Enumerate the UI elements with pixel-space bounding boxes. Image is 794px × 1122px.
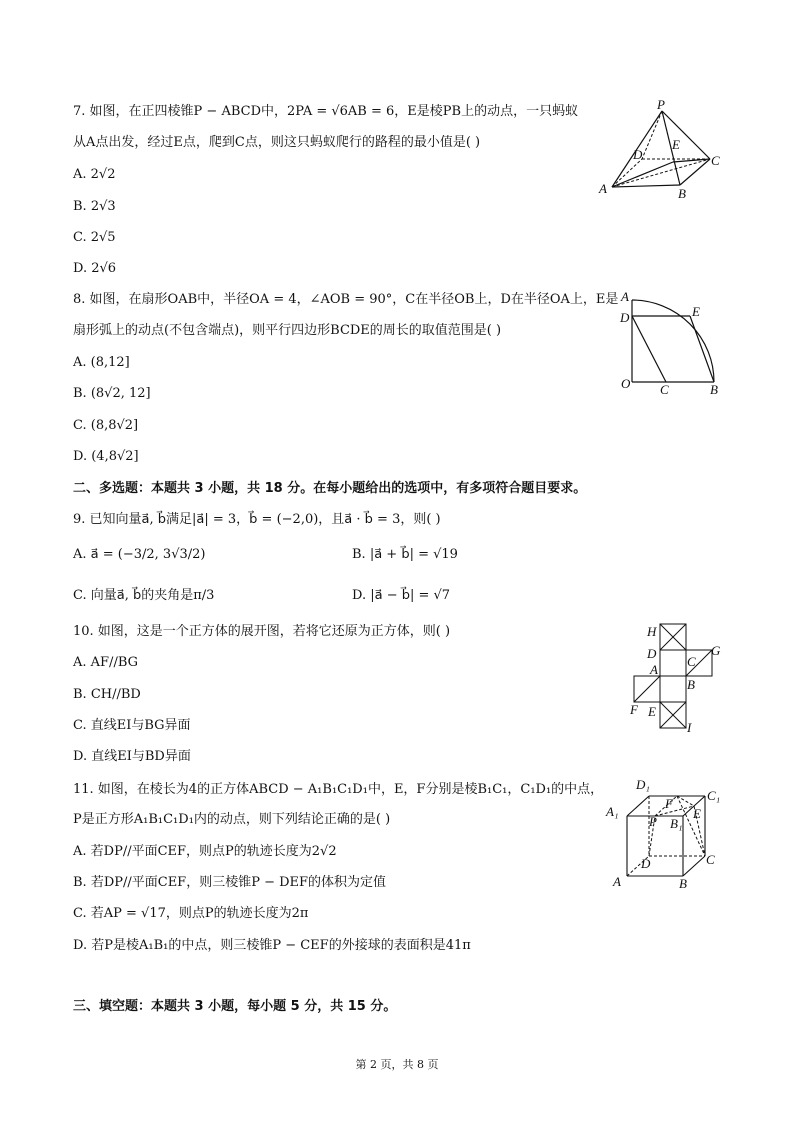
fig10-label-f: F (630, 702, 638, 717)
fig10-label-i: I (687, 720, 692, 735)
fig11-label-a: A (613, 874, 621, 889)
q8-stem-line2: 扇形弧上的动点(不包含端点)，则平行四边形BCDE的周长的取值范围是( ) (73, 323, 502, 338)
fig11-label-e: E (693, 806, 701, 821)
q9-option-d: D. |a⃗ − b⃗| = √7 (352, 588, 451, 603)
q10-cube-net-figure (620, 616, 730, 745)
q11-option-d: D. 若P是棱A₁B₁的中点，则三棱锥P − CEF的外接球的表面积是41π (73, 938, 471, 953)
fig10-label-e: E (648, 704, 656, 719)
q9-option-c: C. 向量a⃗, b⃗的夹角是π/3 (73, 588, 215, 603)
q7-option-b: B. 2√3 (73, 199, 116, 214)
fig7-label-c: C (711, 153, 720, 168)
fig10-label-d: D (647, 646, 657, 661)
q11-stem-line2: P是正方形A₁B₁C₁D₁内的动点，则下列结论正确的是( ) (73, 812, 391, 827)
fig10-label-a: A (650, 662, 658, 677)
fig11-label-d1: D₁ (636, 777, 650, 792)
q7-stem-line1: 7. 如图，在正四棱锥P − ABCD中，2PA = √6AB = 6，E是棱PB上的动点，一只蚂蚁 (73, 104, 579, 119)
fig8-label-a: A (621, 289, 629, 304)
fig10-label-b: B (687, 677, 695, 692)
fig11-label-c1: C₁ (707, 788, 721, 803)
q10-option-a: A. AF//BG (73, 655, 138, 670)
fig7-label-a: A (599, 181, 607, 196)
q11-stem-line1: 11. 如图，在棱长为4的正方体ABCD − A₁B₁C₁D₁中，E，F分别是棱B₁C₁，C₁D₁的中点， (73, 782, 604, 797)
fig8-label-c: C (660, 382, 669, 397)
q7-option-d: D. 2√6 (73, 261, 117, 276)
fig10-label-h: H (647, 624, 657, 639)
section-3-heading: 三、填空题：本题共 3 小题，每小题 5 分，共 15 分。 (73, 999, 397, 1014)
fig11-label-f: F (665, 796, 673, 811)
q8-option-b: B. (8√2, 12] (73, 386, 151, 401)
q7-stem-line2: 从A点出发，经过E点，爬到C点，则这只蚂蚁爬行的路程的最小值是( ) (73, 135, 481, 150)
q7-option-a: A. 2√2 (73, 167, 116, 182)
q11-option-c: C. 若AP = √17，则点P的轨迹长度为2π (73, 906, 309, 921)
q9-option-a: A. a⃗ = (−3/2, 3√3/2) (73, 547, 206, 562)
q10-option-c: C. 直线EI与BG异面 (73, 718, 191, 733)
q8-option-d: D. (4,8√2] (73, 449, 139, 464)
fig8-label-b: B (710, 382, 718, 397)
fig11-label-b: B (679, 876, 687, 891)
q8-option-a: A. (8,12] (73, 355, 130, 370)
q7-option-c: C. 2√5 (73, 230, 116, 245)
fig11-label-d: D (641, 856, 651, 871)
q10-stem: 10. 如图，这是一个正方体的展开图，若将它还原为正方体，则( ) (73, 624, 451, 639)
fig7-label-e: E (672, 137, 680, 152)
q11-option-a: A. 若DP//平面CEF，则点P的轨迹长度为2√2 (73, 844, 337, 859)
fig8-label-o: O (621, 376, 631, 391)
fig8-label-e: E (692, 304, 700, 319)
q8-sector-figure (612, 286, 732, 402)
fig11-label-b1: B₁ (670, 816, 683, 831)
fig7-label-p: P (657, 97, 665, 112)
q7-pyramid-figure (590, 97, 730, 211)
fig8-label-d: D (620, 310, 630, 325)
fig11-label-a1: A₁ (606, 804, 619, 819)
q8-stem-line1: 8. 如图，在扇形OAB中，半径OA = 4，∠AOB = 90°，C在半径OB上，D在半径OA上，E是 (73, 292, 619, 307)
q9-stem: 9. 已知向量a⃗, b⃗满足|a⃗| = 3，b⃗ = (−2,0)，且a⃗ · b⃗ = 3，则( ) (73, 512, 441, 527)
fig11-label-p: P (649, 814, 657, 829)
fig11-label-c: C (706, 852, 715, 867)
fig10-label-g: G (711, 643, 721, 658)
fig10-label-c: C (687, 654, 696, 669)
fig7-label-d: D (633, 147, 643, 162)
q10-option-b: B. CH//BD (73, 687, 141, 702)
fig7-label-b: B (678, 186, 686, 201)
q10-option-d: D. 直线EI与BD异面 (73, 749, 191, 764)
q9-option-b: B. |a⃗ + b⃗| = √19 (352, 547, 458, 562)
page-footer: 第 2 页，共 8 页 (355, 1058, 439, 1071)
q11-option-b: B. 若DP//平面CEF，则三棱锥P − DEF的体积为定值 (73, 875, 387, 890)
section-2-heading: 二、多选题：本题共 3 小题，共 18 分。在每小题给出的选项中，有多项符合题目要求。 (73, 481, 587, 496)
q8-option-c: C. (8,8√2] (73, 418, 139, 433)
q11-cube-figure (603, 772, 733, 896)
